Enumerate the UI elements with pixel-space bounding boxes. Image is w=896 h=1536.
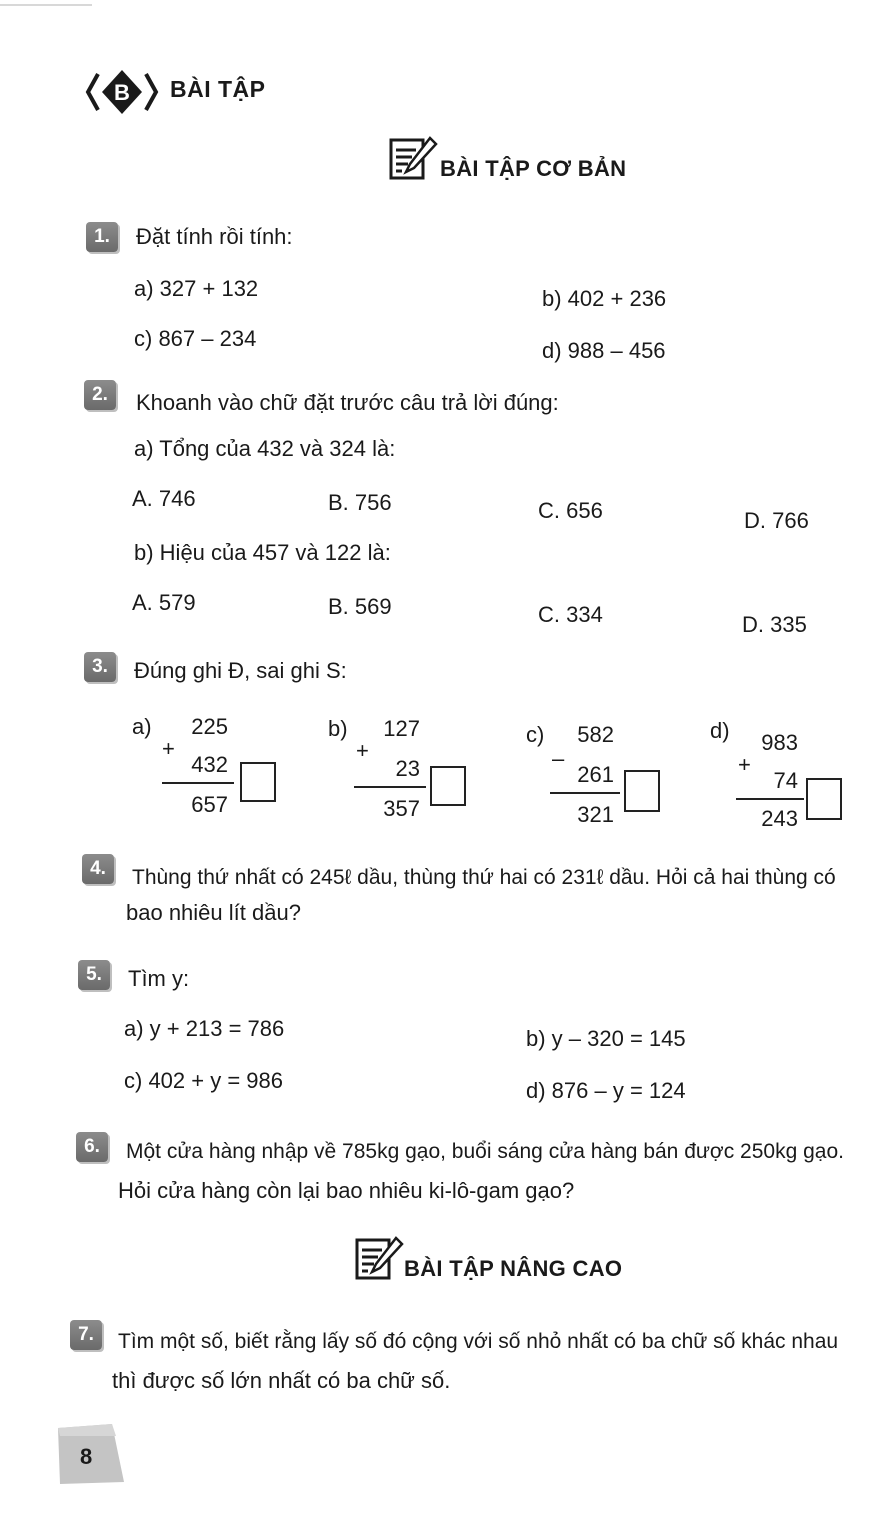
exercise-3-c-top: 582 [577, 722, 614, 747]
exercise-1-c: c) 867 – 234 [134, 326, 257, 351]
exercise-1-prompt: Đặt tính rồi tính: [136, 224, 293, 249]
exercise-1-a: a) 327 + 132 [134, 276, 259, 301]
exercise-3-b-result: 357 [383, 796, 420, 821]
exercise-3-b-line [354, 786, 426, 788]
exercise-2-badge: 2. [84, 380, 116, 410]
exercise-2-question-b: b) Hiệu của 457 và 122 là: [134, 540, 391, 565]
notepad-pencil-icon [388, 136, 438, 182]
exercise-3-a-operator: + [162, 736, 175, 761]
top-rule [0, 4, 92, 6]
exercise-2-a-option-b: B. 756 [328, 490, 392, 515]
advanced-exercises-title: BÀI TẬP NÂNG CAO [404, 1256, 623, 1281]
exercise-3-c-label: c) [526, 722, 545, 747]
exercise-5-prompt: Tìm y: [128, 966, 190, 991]
section-badge-letter: B [114, 80, 130, 105]
exercise-1-badge: 1. [86, 222, 118, 252]
exercise-5-b: b) y – 320 = 145 [526, 1026, 686, 1051]
exercise-6-line-1: Một cửa hàng nhập về 785kg gạo, buổi sáng cửa hàng bán được 250kg gạo. [126, 1140, 844, 1163]
exercise-1-d: d) 988 – 456 [542, 338, 666, 363]
exercise-3-d-line [736, 798, 804, 800]
notepad-pencil-icon [354, 1236, 404, 1282]
exercise-3-d-result: 243 [761, 806, 798, 831]
exercise-3-d-top: 983 [761, 730, 798, 755]
exercise-5-badge: 5. [78, 960, 110, 990]
exercise-3-a-top: 225 [191, 714, 228, 739]
exercise-2-a-option-a: A. 746 [132, 486, 196, 511]
exercise-3-b-answer-box[interactable] [430, 766, 466, 806]
exercise-3-d-bottom: 74 [773, 768, 798, 793]
exercise-2-b-option-d: D. 335 [742, 612, 807, 637]
exercise-2-b-option-a: A. 579 [132, 590, 196, 615]
exercise-3-a-line [162, 782, 234, 784]
exercise-2-a-option-d: D. 766 [744, 508, 809, 533]
section-b-badge-icon [84, 66, 160, 118]
exercise-3-c-bottom: 261 [577, 762, 614, 787]
exercise-3-a-answer-box[interactable] [240, 762, 276, 802]
exercise-3-b-label: b) [328, 716, 348, 741]
exercise-7-line-2: thì được số lớn nhất có ba chữ số. [112, 1368, 451, 1393]
exercise-3-a-bottom: 432 [191, 752, 228, 777]
exercise-6-badge: 6. [76, 1132, 108, 1162]
exercise-3-a-label: a) [132, 714, 152, 739]
page-number: 8 [80, 1444, 93, 1469]
exercise-4-badge: 4. [82, 854, 114, 884]
exercise-3-c-answer-box[interactable] [624, 770, 660, 812]
exercise-3-d-answer-box[interactable] [806, 778, 842, 820]
exercise-2-a-option-c: C. 656 [538, 498, 603, 523]
exercise-3-c-line [550, 792, 620, 794]
section-title: BÀI TẬP [170, 76, 266, 102]
exercise-4-line-2: bao nhiêu lít dầu? [126, 900, 301, 925]
exercise-3-c-operator: – [552, 746, 565, 771]
exercise-2-b-option-c: C. 334 [538, 602, 603, 627]
exercise-5-a: a) y + 213 = 786 [124, 1016, 285, 1041]
exercise-2-prompt: Khoanh vào chữ đặt trước câu trả lời đúng: [136, 390, 559, 415]
exercise-3-b-top: 127 [383, 716, 420, 741]
exercise-5-d: d) 876 – y = 124 [526, 1078, 686, 1103]
exercise-3-a-result: 657 [191, 792, 228, 817]
exercise-7-badge: 7. [70, 1320, 102, 1350]
exercise-1-b: b) 402 + 236 [542, 286, 667, 311]
exercise-3-b-operator: + [356, 738, 369, 763]
exercise-2-b-option-b: B. 569 [328, 594, 392, 619]
exercise-7-line-1: Tìm một số, biết rằng lấy số đó cộng với số nhỏ nhất có ba chữ số khác nhau [118, 1330, 839, 1353]
basic-exercises-title: BÀI TẬP CƠ BẢN [440, 156, 627, 181]
exercise-3-b-bottom: 23 [395, 756, 420, 781]
exercise-3-badge: 3. [84, 652, 116, 682]
exercise-3-c-result: 321 [577, 802, 614, 827]
exercise-2-question-a: a) Tổng của 432 và 324 là: [134, 436, 396, 461]
exercise-5-c: c) 402 + y = 986 [124, 1068, 283, 1093]
exercise-4-line-1: Thùng thứ nhất có 245ℓ dầu, thùng thứ hai có 231ℓ dầu. Hỏi cả hai thùng có [132, 866, 836, 889]
exercise-3-prompt: Đúng ghi Đ, sai ghi S: [134, 658, 347, 683]
exercise-3-d-operator: + [738, 752, 751, 777]
exercise-6-line-2: Hỏi cửa hàng còn lại bao nhiêu ki-lô-gam gạo? [118, 1178, 575, 1203]
exercise-3-d-label: d) [710, 718, 730, 743]
